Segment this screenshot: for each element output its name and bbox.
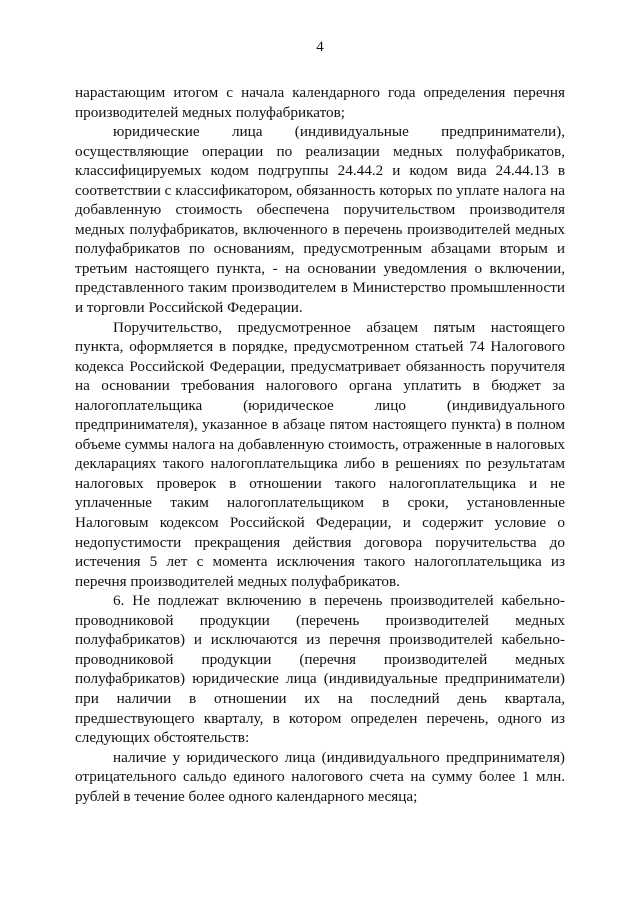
paragraph-negative-balance: наличие у юридического лица (индивидуального предпринимателя) отрицательного сальдо единого налогового счета на сумму более 1 млн. рублей в течение более одного календарного месяца; [75, 748, 565, 805]
paragraph-continuation: нарастающим итогом с начала календарного года определения перечня производителей медных полуфабрикатов; [75, 84, 565, 121]
paragraph-guarantee: Поручительство, предусмотренное абзацем пятым настоящего пункта, оформляется в порядке, предусмотренном статьей 74 Налогового кодекса Российской Федерации, предусматривает обязанность поручителя на основании требования налогового органа уплатить в бюджет за налогоплательщика (юридическое лицо (индивидуального предпринимателя), указанное в абзаце пятом настоящего пункта) в полном объеме суммы налога на добавленную стоимость, отраженные в налоговых декларациях такого налогоплательщика либо в решениях по результатам налоговых проверок в отношении такого налогоплательщика и не уплаченные таким налогоплательщиком в сроки, установленные Налоговым кодексом Российской Федерации, и содержит условие о недопустимости прекращения действия договора поручительства до истечения 5 лет с момента исключения такого налогоплательщика из перечня производителей медных полуфабрикатов. [75, 318, 565, 590]
document-body [75, 83, 565, 806]
page-number: 4 [316, 39, 324, 55]
paragraph-legal-entities: юридические лица (индивидуальные предприниматели), осуществляющие операции по реализации медных полуфабрикатов, классифицируемых кодом подгруппы 24.44.2 и кодом вида 24.44.13 в соответствии с классификатором, обязанность которых по уплате налога на добавленную стоимость обеспечена поручительством производителя медных полуфабрикатов, включенного в перечень производителей медных полуфабрикатов по основаниям, предусмотренным абзацами вторым и третьим настоящего пункта, - на основании уведомления о включении, представленного таким производителем в Министерство промышленности и торговли Российской Федерации. [75, 123, 565, 317]
paragraph-item-6: 6. Не подлежат включению в перечень производителей кабельно-проводниковой продукции (перечень производителей медных полуфабрикатов) и исключаются из перечня производителей кабельно-проводниковой продукции (перечня производителей медных полуфабрикатов) юридические лица (индивидуальные предприниматели) при наличии в отношении их на последний день квартала, предшествующего кварталу, в котором определен перечень, одного из следующих обстоятельств: [75, 592, 565, 747]
